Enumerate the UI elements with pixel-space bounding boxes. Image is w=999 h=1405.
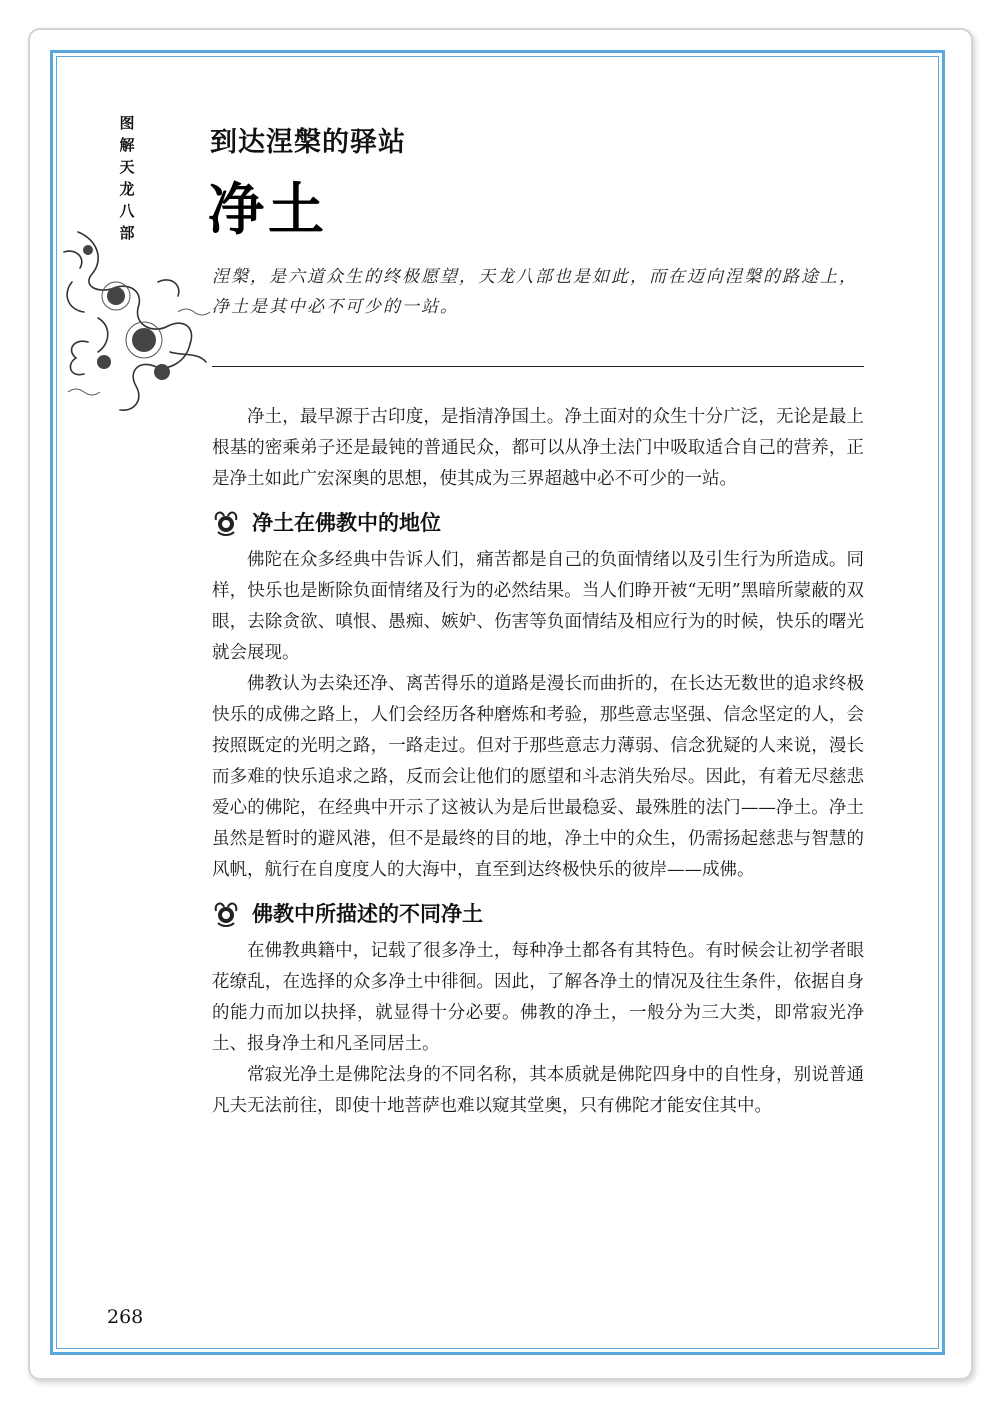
dragon-illustration-icon <box>58 222 218 418</box>
paragraph: 佛陀在众多经典中告诉人们，痛苦都是自己的负面情绪以及引生行为所造成。同样，快乐也是断除负面情绪及行为的必然结果。当人们睁开被“无明”黑暗所蒙蔽的双眼，去除贪欲、嗔恨、愚痴、嫉妒、伤害等负面情结及相应行为的时候，快乐的曙光就会展现。 <box>212 550 864 663</box>
main-content <box>212 402 864 1122</box>
section-heading <box>212 507 864 537</box>
section-heading-text: 佛教中所描述的不同净土 <box>252 902 483 926</box>
chapter-subtitle: 到达涅槃的驿站 <box>210 127 406 158</box>
intro-summary: 涅槃，是六道众生的终极愿望，天龙八部也是如此，而在迈向涅槃的路途上，净土是其中必不可少的一站。 <box>212 267 858 317</box>
lead-paragraph: 净土，最早源于古印度，是指清净国土。净土面对的众生十分广泛，无论是最上根基的密乘弟子还是最钝的普通民众，都可以从净土法门中吸取适合自己的营养，正是净土如此广宏深奥的思想，使其成为三界超越中必不可少的一站。 <box>212 407 864 489</box>
section-heading-text: 净土在佛教中的地位 <box>252 511 441 535</box>
paragraph: 在佛教典籍中，记载了很多净土，每种净土都各有其特色。有时候会让初学者眼花缭乱，在选择的众多净土中徘徊。因此，了解各净土的情况及往生条件，依据自身的能力而加以抉择，就显得十分必要。佛教的净土，一般分为三大类，即常寂光净土、报身净土和凡圣同居土。 <box>212 941 864 1054</box>
divider-line <box>212 366 864 367</box>
paragraph: 常寂光净土是佛陀法身的不同名称，其本质就是佛陀四身中的自性身，别说普通凡夫无法前往，即使十地菩萨也难以窥其堂奥，只有佛陀才能安住其中。 <box>212 1065 864 1116</box>
series-title-vertical: 图解天龙八部 <box>119 114 135 242</box>
paragraph: 佛教认为去染还净、离苦得乐的道路是漫长而曲折的，在长达无数世的追求终极快乐的成佛之路上，人们会经历各种磨炼和考验，那些意志坚强、信念坚定的人，会按照既定的光明之路，一路走过。但对于那些意志力薄弱、信念犹疑的人来说，漫长而多难的快乐追求之路，反而会让他们的愿望和斗志消失殆尽。因此，有着无尽慈悲爱心的佛陀，在经典中开示了这被认为是后世最稳妥、最殊胜的法门——净土。净土虽然是暂时的避风港，但不是最终的目的地，净土中的众生，仍需扬起慈悲与智慧的风帆，航行在自度度人的大海中，直至到达终极快乐的彼岸——成佛。 <box>212 674 864 880</box>
section-heading <box>212 898 864 928</box>
page-title: 净土 <box>208 177 328 243</box>
section-ornament-icon <box>212 899 240 927</box>
section-ornament-icon <box>212 508 240 536</box>
page-number: 268 <box>107 1306 144 1328</box>
